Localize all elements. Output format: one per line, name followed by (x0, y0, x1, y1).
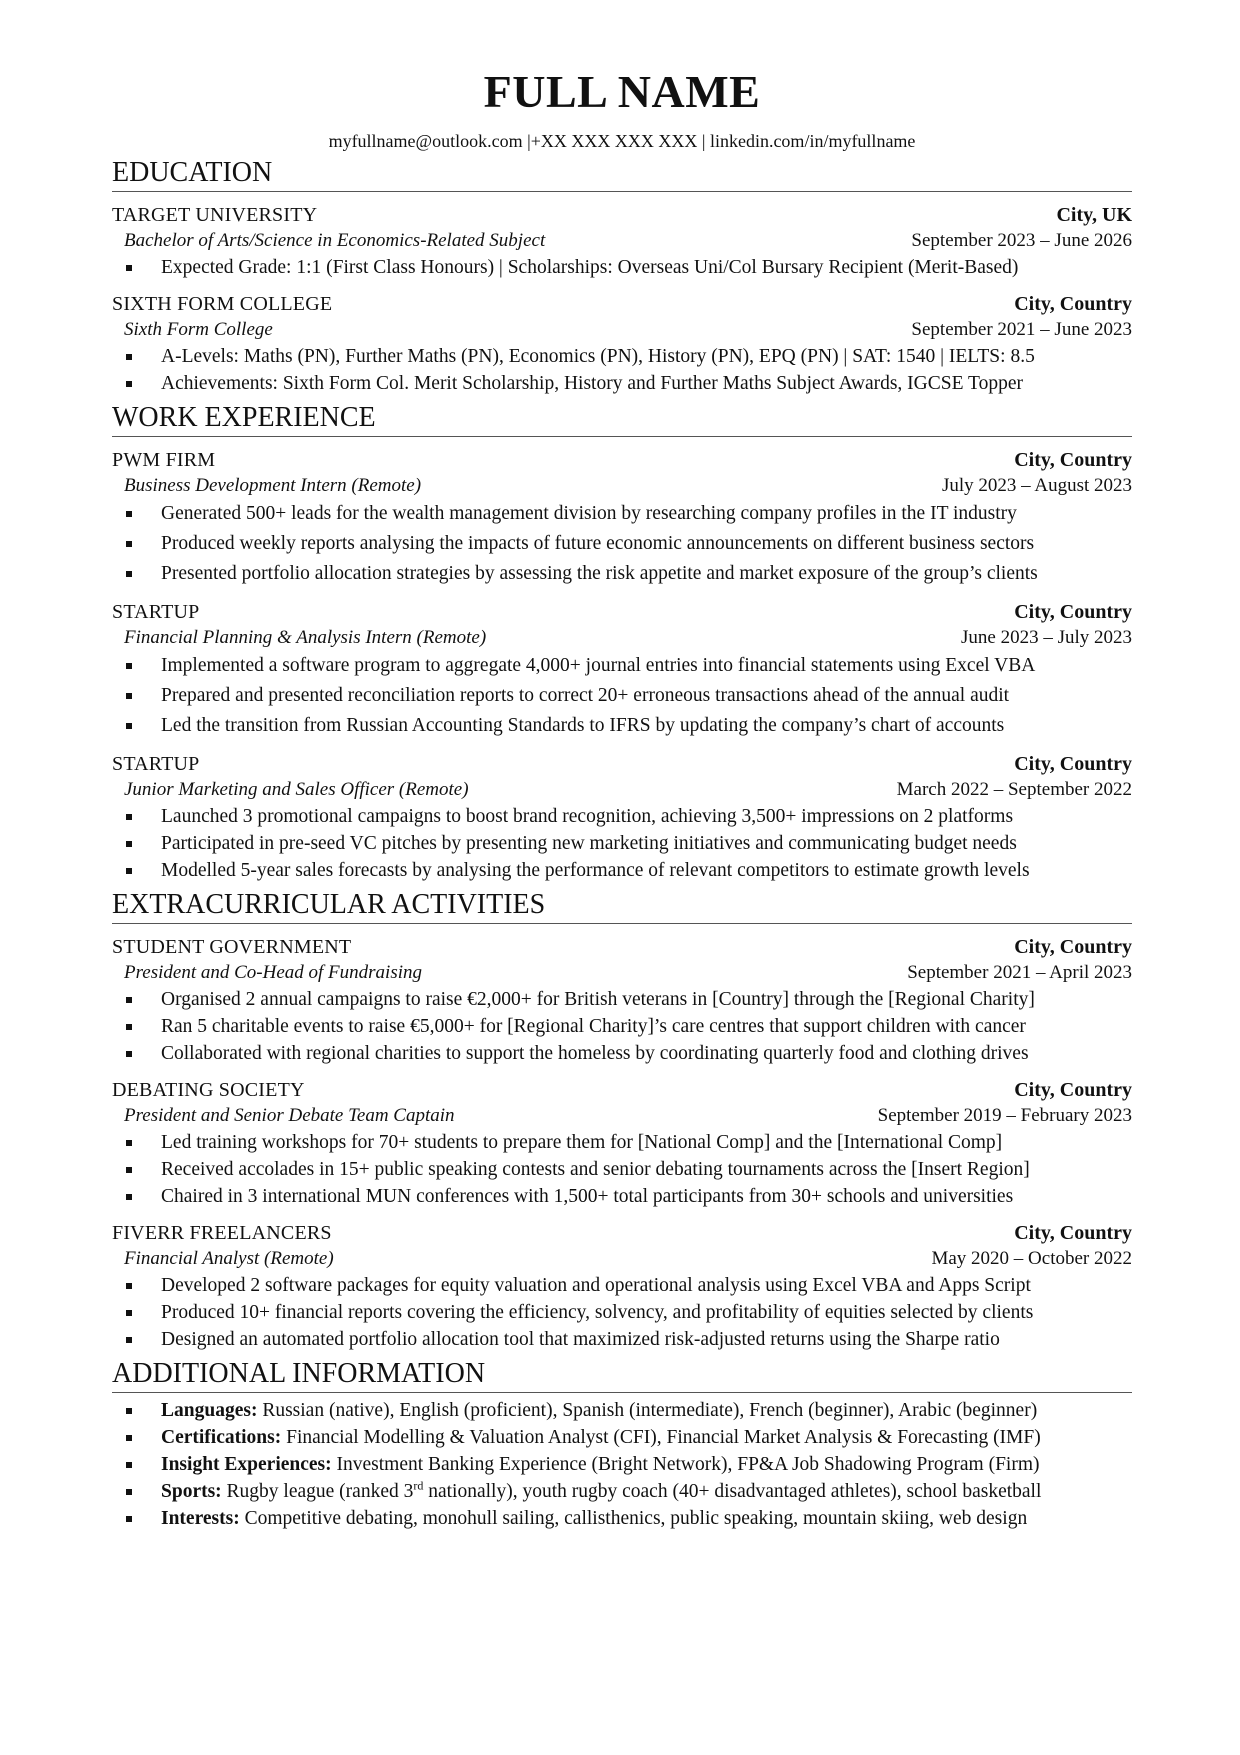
dates: September 2021 – June 2023 (911, 319, 1132, 340)
role: Financial Analyst (Remote) (124, 1248, 334, 1269)
dates: September 2021 – April 2023 (907, 962, 1132, 983)
bullet-list (112, 1397, 1132, 1532)
bullet-item: Collaborated with regional charities to support the homeless by coordinating quarterly food and clothing drives (112, 1040, 1132, 1067)
bullet-item: A-Levels: Maths (PN), Further Maths (PN), Economics (PN), History (PN), EPQ (PN) | SAT: 1540 | IELTS: 8.5 (112, 343, 1132, 370)
bullet-item: Ran 5 charitable events to raise €5,000+ for [Regional Charity]’s care centres that support children with cancer (112, 1013, 1132, 1040)
bullet-item: Modelled 5-year sales forecasts by analysing the performance of relevant competitors to estimate growth levels (112, 857, 1132, 884)
organization: STUDENT GOVERNMENT (112, 936, 352, 958)
ordinal-suffix: rd (413, 1478, 424, 1493)
bullet-item: Produced weekly reports analysing the impacts of future economic announcements on different business sectors (112, 529, 1132, 559)
full-name: FULL NAME (483, 66, 761, 117)
work-entry (112, 751, 1132, 884)
role: Financial Planning & Analysis Intern (Remote) (124, 627, 487, 648)
dates: March 2022 – September 2022 (896, 779, 1132, 800)
bullet-item: Chaired in 3 international MUN conferences with 1,500+ total participants from 30+ schools and universities (112, 1183, 1132, 1210)
location: City, Country (1014, 293, 1132, 315)
location: City, Country (1014, 449, 1132, 471)
bullet-item: Prepared and presented reconciliation reports to correct 20+ erroneous transactions ahead of the annual audit (112, 681, 1132, 711)
bullet-item-sports (112, 1478, 1132, 1505)
location: City, Country (1014, 1222, 1132, 1244)
bullet-list (112, 1272, 1132, 1353)
role: President and Co-Head of Fundraising (124, 962, 422, 983)
bullet-item: Developed 2 software packages for equity valuation and operational analysis using Excel VBA and Apps Script (112, 1272, 1132, 1299)
bullet-item-languages (112, 1397, 1132, 1424)
role: Junior Marketing and Sales Officer (Remote) (124, 779, 469, 800)
organization: STARTUP (112, 753, 200, 775)
dates: September 2023 – June 2026 (911, 230, 1132, 251)
location: City, UK (1056, 204, 1132, 226)
bullet-item: Led the transition from Russian Accounting Standards to IFRS by updating the company’s chart of accounts (112, 711, 1132, 741)
item-text: nationally), youth rugby coach (40+ disadvantaged athletes), school basketball (423, 1481, 1042, 1502)
bullet-item: Organised 2 annual campaigns to raise €2,000+ for British veterans in [Country] through the [Regional Charity] (112, 986, 1132, 1013)
item-label: Languages: (161, 1400, 258, 1421)
organization: FIVERR FREELANCERS (112, 1222, 332, 1244)
bullet-item: Participated in pre-seed VC pitches by presenting new marketing initiatives and communicating budget needs (112, 830, 1132, 857)
extracurricular-entry (112, 1220, 1132, 1353)
organization: SIXTH FORM COLLEGE (112, 293, 333, 315)
resume-page (112, 64, 1132, 1532)
bullet-list (112, 499, 1132, 589)
bullet-item-insight (112, 1451, 1132, 1478)
item-text: Rugby league (ranked 3 (221, 1481, 414, 1502)
bullet-item: Generated 500+ leads for the wealth management division by researching company profiles in the IT industry (112, 499, 1132, 529)
section-title-education: EDUCATION (112, 156, 1132, 192)
location: City, Country (1014, 753, 1132, 775)
contact-line: myfullname@outlook.com |+XX XXX XXX XXX | linkedin.com/in/myfullname (328, 131, 916, 151)
bullet-list (112, 343, 1132, 397)
organization: STARTUP (112, 601, 200, 623)
education-section (112, 156, 1132, 397)
bullet-list (112, 254, 1132, 281)
extracurricular-section (112, 888, 1132, 1353)
location: City, Country (1014, 1079, 1132, 1101)
location: City, Country (1014, 936, 1132, 958)
bullet-item: Produced 10+ financial reports covering the efficiency, solvency, and profitability of equities selected by clients (112, 1299, 1132, 1326)
item-text: Financial Modelling & Valuation Analyst (CFI), Financial Market Analysis & Forecasting (IMF) (281, 1427, 1041, 1448)
section-title-work: WORK EXPERIENCE (112, 401, 1132, 437)
item-label: Sports: (161, 1481, 222, 1502)
dates: May 2020 – October 2022 (931, 1248, 1132, 1269)
bullet-item-interests (112, 1505, 1132, 1532)
location: City, Country (1014, 601, 1132, 623)
item-label: Interests: (161, 1508, 240, 1529)
bullet-list (112, 803, 1132, 884)
extracurricular-entry (112, 934, 1132, 1067)
dates: July 2023 – August 2023 (941, 475, 1132, 496)
bullet-item: Expected Grade: 1:1 (First Class Honours) | Scholarships: Overseas Uni/Col Bursary Recipient (Merit-Based) (112, 254, 1132, 281)
item-text: Competitive debating, monohull sailing, callisthenics, public speaking, mountain skiing, web design (239, 1508, 1028, 1529)
extracurricular-entry (112, 1077, 1132, 1210)
bullet-item: Presented portfolio allocation strategies by assessing the risk appetite and market exposure of the group’s clients (112, 559, 1132, 589)
dates: June 2023 – July 2023 (961, 627, 1132, 648)
organization: PWM FIRM (112, 449, 216, 471)
education-entry (112, 202, 1132, 281)
dates: September 2019 – February 2023 (877, 1105, 1132, 1126)
bullet-item: Designed an automated portfolio allocation tool that maximized risk-adjusted returns using the Sharpe ratio (112, 1326, 1132, 1353)
work-experience-section (112, 401, 1132, 884)
role: Business Development Intern (Remote) (124, 475, 422, 496)
organization: TARGET UNIVERSITY (112, 204, 318, 226)
section-title-extracurricular: EXTRACURRICULAR ACTIVITIES (112, 888, 1132, 924)
bullet-list (112, 986, 1132, 1067)
education-entry (112, 291, 1132, 397)
item-text: Russian (native), English (proficient), Spanish (intermediate), French (beginner), Arabic (beginner) (257, 1400, 1038, 1421)
work-entry (112, 447, 1132, 589)
bullet-item: Received accolades in 15+ public speaking contests and senior debating tournaments across the [Insert Region] (112, 1156, 1132, 1183)
bullet-item: Implemented a software program to aggregate 4,000+ journal entries into financial statements using Excel VBA (112, 651, 1132, 681)
bullet-item: Launched 3 promotional campaigns to boost brand recognition, achieving 3,500+ impressions on 2 platforms (112, 803, 1132, 830)
bullet-list (112, 1129, 1132, 1210)
bullet-item: Led training workshops for 70+ students to prepare them for [National Comp] and the [International Comp] (112, 1129, 1132, 1156)
item-label: Certifications: (161, 1427, 282, 1448)
bullet-list (112, 651, 1132, 741)
role: Sixth Form College (124, 319, 273, 340)
work-entry (112, 599, 1132, 741)
bullet-item-certifications (112, 1424, 1132, 1451)
additional-info-section (112, 1357, 1132, 1532)
item-text: Investment Banking Experience (Bright Network), FP&A Job Shadowing Program (Firm) (331, 1454, 1040, 1475)
organization: DEBATING SOCIETY (112, 1079, 305, 1101)
item-label: Insight Experiences: (161, 1454, 332, 1475)
bullet-item: Achievements: Sixth Form Col. Merit Scholarship, History and Further Maths Subject Awards, IGCSE Topper (112, 370, 1132, 397)
role: President and Senior Debate Team Captain (124, 1105, 455, 1126)
role: Bachelor of Arts/Science in Economics-Related Subject (124, 230, 546, 251)
section-title-additional: ADDITIONAL INFORMATION (112, 1357, 1132, 1393)
